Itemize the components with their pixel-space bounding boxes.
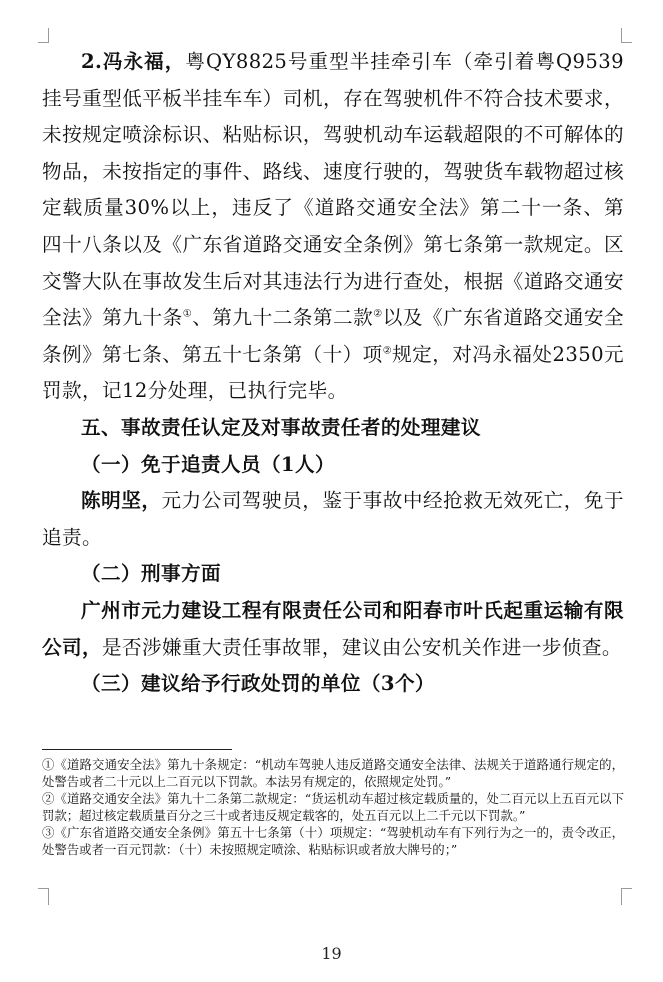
subsection-3-heading: （三）建议给予行政处罚的单位（3个） bbox=[81, 672, 435, 696]
company-names: 广州市元力建设工程有限责任公司和阳春市叶氏起重运输有限公司， bbox=[42, 598, 624, 659]
footnote-ref-1[interactable]: ① bbox=[182, 308, 193, 320]
footnote-2: ②《道路交通安全法》第九十二条第二款规定：“货运机动车超过核定载质量的，处二百元以上五百元以下罚款；超过核定载质量百分之三十或者违反规定载客的，处五百元以上二千元以下罚款。” bbox=[42, 791, 624, 823]
crop-mark-bottom-left bbox=[38, 888, 49, 905]
item-number: 2. bbox=[81, 50, 103, 73]
paragraph-text-d: 规定，对冯永福处2350元罚款，记12分处理，已执行完毕。 bbox=[42, 342, 624, 403]
document-body bbox=[42, 44, 624, 703]
footnote-ref-3[interactable]: ② bbox=[382, 345, 393, 357]
footnote-1: ①《道路交通安全法》第九十条规定：“机动车驾驶人违反道路交通安全法律、法规关于道路通行规定的，处警告或者二十元以上二百元以下罚款。本法另有规定的，依照规定处罚。” bbox=[42, 757, 624, 789]
subsection-2-heading: （二）刑事方面 bbox=[81, 562, 221, 586]
footnote-3: ③《广东省道路交通安全条例》第五十七条第（十）项规定：“驾驶机动车有下列行为之一的，责令改正，处警告或者一百元罚款：（十）未按照规定喷涂、粘贴标识或者放大牌号的；” bbox=[42, 825, 624, 857]
subsection-1-heading: （一）免于追责人员（1人） bbox=[81, 452, 335, 476]
crop-mark-top-left bbox=[38, 28, 49, 43]
paragraph-feng-yongfu bbox=[42, 44, 624, 410]
crop-mark-bottom-right bbox=[621, 888, 632, 905]
person-name-chen: 陈明坚， bbox=[81, 489, 162, 513]
footnotes bbox=[42, 756, 624, 858]
footnote-divider bbox=[42, 749, 232, 750]
person-name-feng: 冯永福， bbox=[102, 50, 186, 73]
paragraph-chen-mingjian bbox=[42, 483, 624, 556]
paragraph-text-b: 、第九十二条第二款 bbox=[192, 306, 374, 330]
paragraph-criminal bbox=[42, 593, 624, 666]
crop-mark-top-right bbox=[621, 28, 632, 43]
paragraph-criminal-text: 是否涉嫌重大责任事故罪，建议由公安机关作进一步侦查。 bbox=[101, 635, 622, 659]
section-heading: 五、事故责任认定及对事故责任者的处理建议 bbox=[81, 415, 481, 439]
page-number: 19 bbox=[321, 944, 342, 963]
paragraph-text-a: 粤QY8825号重型半挂牵引车（牵引着粤Q9539挂号重型低平板半挂车车）司机，存在驾驶机件不符合技术要求，未按规定喷涂标识、粘贴标识，驾驶机动车运载超限的不可解体的物品，未按指定的事件、路线、速度行驶的，驾驶货车载物超过核定载质量30%以上，违反了《道路交通安全法》第二十一条、第四十八条以及《广东省道路交通安全条例》第七条第一款规定。区交警大队在事故发生后对其违法行为进行查处，根据《道路交通安全法》第九十条 bbox=[42, 50, 624, 330]
paragraph-text-c: 以及《广东省道路交通安全条例》第七条、第五十七条第（十）项 bbox=[42, 306, 624, 366]
footnote-ref-2[interactable]: ② bbox=[373, 308, 383, 320]
paragraph-chen-text: 元力公司驾驶员，鉴于事故中经抢救无效死亡，免于追责。 bbox=[42, 489, 624, 549]
